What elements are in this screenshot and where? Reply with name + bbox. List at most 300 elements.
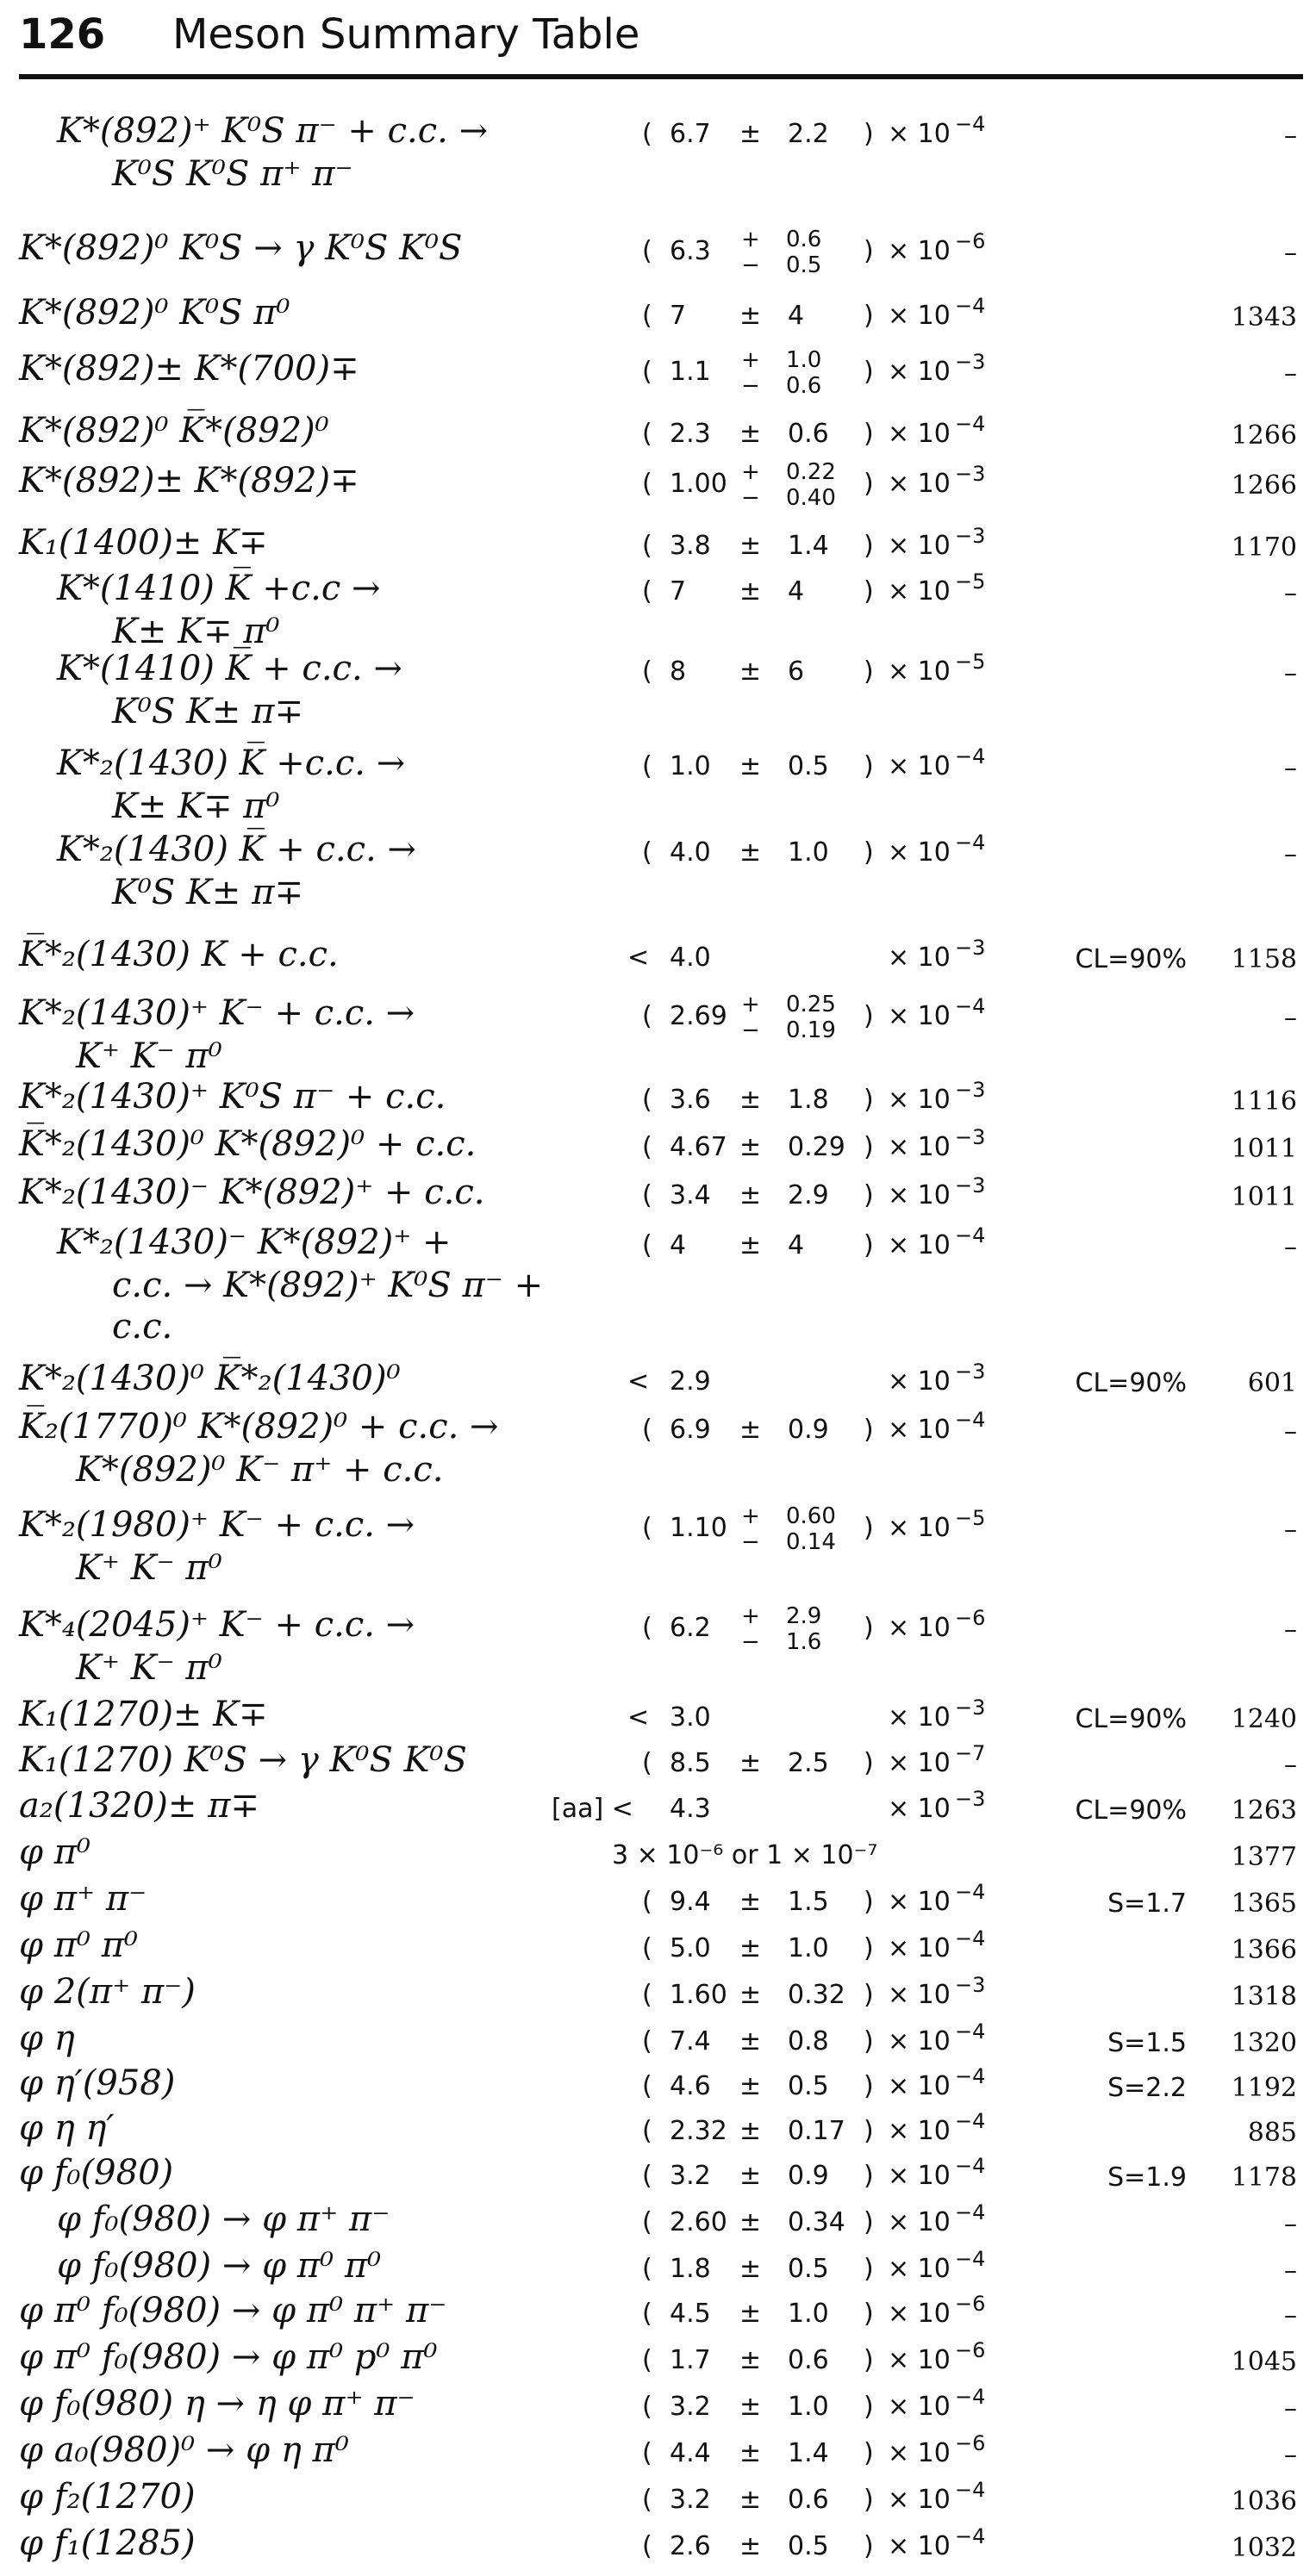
fraction-error: 1.0 bbox=[788, 1933, 829, 1963]
plus-minus: ± bbox=[739, 1415, 762, 1445]
error-lower: 0.6 bbox=[786, 373, 822, 399]
paren-close: ) bbox=[864, 1980, 874, 2010]
fraction-error: 1.0 bbox=[788, 837, 829, 868]
scale-or-cl: CL=90% bbox=[1075, 1368, 1187, 1398]
paren-close: ) bbox=[864, 1748, 874, 1778]
table-row bbox=[0, 741, 1316, 826]
power-of-ten: × 10 bbox=[888, 1085, 951, 1115]
power-of-ten: × 10 bbox=[888, 531, 951, 561]
exponent: −6 bbox=[955, 2338, 986, 2362]
plus-minus: ± bbox=[739, 2161, 762, 2191]
paren-close: ) bbox=[864, 1230, 874, 1260]
paren-open: ( bbox=[642, 1748, 652, 1778]
plus-sign: + bbox=[741, 1503, 760, 1529]
paren-open: ( bbox=[642, 119, 652, 149]
power-of-ten: × 10 bbox=[888, 2438, 951, 2468]
decay-mode: K₁(1270) K⁰S → γ K⁰S K⁰S bbox=[19, 1740, 467, 1780]
exponent: −5 bbox=[955, 569, 986, 594]
exponent: −6 bbox=[955, 2431, 986, 2455]
decay-mode-continuation: K± K∓ π⁰ bbox=[112, 787, 280, 826]
plus-minus: ± bbox=[739, 2254, 762, 2284]
paren-close: ) bbox=[864, 2392, 874, 2422]
fraction-value: 1.1 bbox=[670, 357, 711, 387]
fraction-value: 6.2 bbox=[670, 1613, 711, 1643]
momentum-p: 1011 bbox=[1231, 1134, 1297, 1164]
momentum-p: 1116 bbox=[1231, 1086, 1297, 1117]
plus-minus: ± bbox=[739, 1132, 762, 1162]
table-row bbox=[0, 932, 1316, 982]
table-row bbox=[0, 646, 1316, 731]
paren-open: ( bbox=[642, 837, 652, 868]
plus-minus: ± bbox=[739, 1887, 762, 1917]
exponent: −6 bbox=[955, 1606, 986, 1630]
power-of-ten: × 10 bbox=[888, 469, 951, 499]
paren-open: ( bbox=[642, 1887, 652, 1917]
power-of-ten: × 10 bbox=[888, 576, 951, 607]
fraction-error: 0.5 bbox=[788, 751, 829, 781]
table-row bbox=[0, 1876, 1316, 1926]
table-row bbox=[0, 408, 1316, 458]
decay-mode: φ η bbox=[19, 2019, 75, 2058]
exponent: −3 bbox=[955, 462, 986, 486]
plus-minus: ± bbox=[739, 531, 762, 561]
paren-close: ) bbox=[864, 2438, 874, 2468]
table-row bbox=[0, 2061, 1316, 2111]
fraction-value: 7 bbox=[670, 301, 687, 331]
paren-close: ) bbox=[864, 1085, 874, 1115]
decay-mode: φ π⁰ f₀(980) → φ π⁰ p⁰ π⁰ bbox=[19, 2337, 438, 2377]
fraction-value: 7 bbox=[670, 576, 687, 607]
decay-mode: K̅₂(1770)⁰ K*(892)⁰ + c.c. → bbox=[19, 1407, 499, 1447]
momentum-p: – bbox=[1284, 1232, 1297, 1262]
fraction-value: 5.0 bbox=[670, 1933, 711, 1963]
branching-fraction bbox=[638, 831, 1189, 875]
decay-mode: K*₄(2045)⁺ K⁻ + c.c. → bbox=[19, 1605, 415, 1645]
paren-open: ( bbox=[642, 1132, 652, 1162]
power-of-ten: × 10 bbox=[888, 2026, 951, 2056]
fraction-error: 0.8 bbox=[788, 2026, 829, 2056]
momentum-p: 1365 bbox=[1231, 1888, 1297, 1919]
decay-mode: K*₂(1430)⁰ K̅*₂(1430)⁰ bbox=[19, 1359, 401, 1398]
decay-mode: K*(892)⁰ K⁰S → γ K⁰S K⁰S bbox=[19, 228, 463, 268]
table-row bbox=[0, 2521, 1316, 2571]
momentum-p: – bbox=[1284, 1416, 1297, 1447]
fraction-error: 2.5 bbox=[788, 1748, 829, 1778]
power-of-ten: × 10 bbox=[888, 2485, 951, 2515]
power-of-ten: × 10 bbox=[888, 1366, 951, 1397]
table-row bbox=[0, 1356, 1316, 1406]
plus-minus: ± bbox=[739, 419, 762, 449]
paren-open: ( bbox=[642, 2116, 652, 2146]
decay-mode-continuation: K⁺ K⁻ π⁰ bbox=[76, 1548, 222, 1588]
fraction-value: 3.0 bbox=[670, 1702, 711, 1733]
power-of-ten: × 10 bbox=[888, 301, 951, 331]
momentum-p: 1192 bbox=[1231, 2073, 1297, 2103]
scale-or-cl: S=1.5 bbox=[1107, 2028, 1187, 2058]
decay-mode-continuation: K⁰S K± π∓ bbox=[112, 873, 303, 912]
power-of-ten: × 10 bbox=[888, 2207, 951, 2237]
decay-mode: K₁(1270)± K∓ bbox=[19, 1695, 268, 1734]
paren-close: ) bbox=[864, 751, 874, 781]
branching-fraction bbox=[638, 2524, 1189, 2569]
scale-or-cl: S=2.2 bbox=[1107, 2073, 1187, 2103]
fraction-error: 1.4 bbox=[788, 531, 829, 561]
plus-minus: ± bbox=[739, 656, 762, 687]
paren-open: ( bbox=[642, 2392, 652, 2422]
exponent: −4 bbox=[955, 2109, 986, 2133]
paren-close: ) bbox=[864, 2116, 874, 2146]
fraction-error: 4 bbox=[788, 1230, 805, 1260]
table-row bbox=[0, 109, 1316, 194]
minus-sign: − bbox=[741, 373, 760, 399]
plus-sign: + bbox=[741, 227, 760, 252]
fraction-value: 3.8 bbox=[670, 531, 711, 561]
paren-close: ) bbox=[864, 2254, 874, 2284]
decay-mode-continuation: c.c. → K*(892)⁺ K⁰S π⁻ + bbox=[112, 1266, 544, 1305]
decay-mode: K*₂(1430)⁻ K*(892)⁺ + bbox=[57, 1223, 452, 1262]
power-of-ten: × 10 bbox=[888, 2071, 951, 2101]
decay-mode-continuation: c.c. bbox=[112, 1307, 173, 1347]
plus-minus: ± bbox=[739, 837, 762, 868]
branching-fraction bbox=[638, 112, 1189, 157]
exponent: −4 bbox=[955, 994, 986, 1018]
fraction-special: 3 × 10⁻⁶ or 1 × 10⁻⁷ bbox=[612, 1840, 878, 1870]
momentum-p: 1263 bbox=[1231, 1795, 1297, 1826]
table-row bbox=[0, 2474, 1316, 2524]
fraction-error: 0.5 bbox=[788, 2254, 829, 2284]
decay-mode: φ a₀(980)⁰ → φ η π⁰ bbox=[19, 2430, 349, 2470]
minus-sign: − bbox=[741, 252, 760, 278]
power-of-ten: × 10 bbox=[888, 2392, 951, 2422]
momentum-p: – bbox=[1284, 1515, 1297, 1545]
fraction-error: 4 bbox=[788, 576, 805, 607]
decay-mode: K*(892)⁺ K⁰S π⁻ + c.c. → bbox=[57, 111, 489, 151]
plus-minus: ± bbox=[739, 2299, 762, 2329]
decay-mode: K̅*₂(1430)⁰ K*(892)⁰ + c.c. bbox=[19, 1124, 477, 1164]
power-of-ten: × 10 bbox=[888, 357, 951, 387]
momentum-p: – bbox=[1284, 238, 1297, 268]
fraction-error: 0.17 bbox=[788, 2116, 845, 2146]
fraction-error: 1.0 bbox=[788, 2392, 829, 2422]
power-of-ten: × 10 bbox=[888, 1980, 951, 2010]
table-row bbox=[0, 2106, 1316, 2156]
power-of-ten: × 10 bbox=[888, 837, 951, 868]
paren-open: ( bbox=[642, 2299, 652, 2329]
paren-close: ) bbox=[864, 236, 874, 266]
minus-sign: − bbox=[741, 485, 760, 511]
momentum-p: 885 bbox=[1247, 2118, 1297, 2148]
paren-close: ) bbox=[864, 837, 874, 868]
branching-fraction bbox=[638, 1741, 1189, 1786]
momentum-p: – bbox=[1284, 2440, 1297, 2470]
paren-open: ( bbox=[642, 301, 652, 331]
exponent: −4 bbox=[955, 744, 986, 768]
decay-mode: φ π⁰ f₀(980) → φ π⁰ π⁺ π⁻ bbox=[19, 2291, 447, 2330]
decay-mode: K*(892)⁰ K⁰S π⁰ bbox=[19, 293, 290, 333]
fraction-value: 4 bbox=[670, 1230, 687, 1260]
exponent: −4 bbox=[955, 1880, 986, 1904]
branching-fraction bbox=[638, 2292, 1189, 2336]
fraction-value: 2.69 bbox=[670, 1001, 727, 1031]
paren-close: ) bbox=[864, 2531, 874, 2561]
decay-mode-continuation: K⁰S K± π∓ bbox=[112, 692, 303, 731]
branching-fraction bbox=[638, 1173, 1189, 1218]
exponent: −4 bbox=[955, 1926, 986, 1951]
plus-minus: ± bbox=[739, 1980, 762, 2010]
fraction-value: 9.4 bbox=[670, 1887, 711, 1917]
fraction-value: 8 bbox=[670, 656, 687, 687]
table-row bbox=[0, 1783, 1316, 1833]
table-row bbox=[0, 2288, 1316, 2338]
momentum-p: – bbox=[1284, 578, 1297, 608]
paren-close: ) bbox=[864, 2299, 874, 2329]
decay-mode: K*₂(1430)⁺ K⁰S π⁻ + c.c. bbox=[19, 1077, 446, 1117]
minus-sign: − bbox=[741, 1529, 760, 1555]
plus-minus: ± bbox=[739, 2116, 762, 2146]
fraction-error: 1.5 bbox=[788, 1887, 829, 1917]
decay-mode: K*(1410) K̅ + c.c. → bbox=[57, 649, 402, 688]
branching-fraction bbox=[638, 744, 1189, 789]
fraction-error: 2.9 bbox=[788, 1180, 829, 1210]
momentum-p: 1320 bbox=[1231, 2028, 1297, 2058]
error-lower: 0.5 bbox=[786, 252, 822, 278]
paren-open: ( bbox=[642, 2071, 652, 2101]
exponent: −6 bbox=[955, 229, 986, 253]
plus-minus: ± bbox=[739, 2345, 762, 2375]
decay-mode: K*(892)± K*(892)∓ bbox=[19, 461, 359, 501]
power-of-ten: × 10 bbox=[888, 419, 951, 449]
exponent: −3 bbox=[955, 1173, 986, 1198]
plus-minus: ± bbox=[739, 2531, 762, 2561]
paren-open: ( bbox=[642, 751, 652, 781]
plus-minus: ± bbox=[739, 1180, 762, 1210]
fraction-value: 2.9 bbox=[670, 1366, 711, 1397]
paren-open: ( bbox=[642, 2485, 652, 2515]
decay-mode-continuation: K± K∓ π⁰ bbox=[112, 612, 280, 651]
branching-fraction bbox=[638, 347, 1189, 399]
exponent: −7 bbox=[955, 1741, 986, 1765]
exponent: −4 bbox=[955, 294, 986, 318]
power-of-ten: × 10 bbox=[888, 943, 951, 973]
decay-mode-continuation: K⁺ K⁻ π⁰ bbox=[76, 1036, 222, 1076]
table-row bbox=[0, 1404, 1316, 1490]
exponent: −4 bbox=[955, 2200, 986, 2224]
paren-open: ( bbox=[642, 1613, 652, 1643]
branching-fraction bbox=[638, 1503, 1189, 1555]
fraction-error: 2.2 bbox=[788, 119, 829, 149]
power-of-ten: × 10 bbox=[888, 2299, 951, 2329]
paren-close: ) bbox=[864, 469, 874, 499]
fraction-value: 4.67 bbox=[670, 1132, 727, 1162]
momentum-p: 1178 bbox=[1231, 2162, 1297, 2193]
momentum-p: – bbox=[1284, 753, 1297, 783]
paren-open: ( bbox=[642, 1980, 652, 2010]
exponent: −3 bbox=[955, 1696, 986, 1720]
paren-open: ( bbox=[642, 1001, 652, 1031]
exponent: −4 bbox=[955, 2385, 986, 2409]
table-row bbox=[0, 1923, 1316, 1973]
power-of-ten: × 10 bbox=[888, 119, 951, 149]
fraction-value: 7.4 bbox=[670, 2026, 711, 2056]
power-of-ten: × 10 bbox=[888, 2116, 951, 2146]
momentum-p: 1032 bbox=[1231, 2533, 1297, 2563]
error-upper: 0.22 bbox=[786, 459, 836, 485]
paren-open: ( bbox=[642, 2438, 652, 2468]
decay-mode: φ f₁(1285) bbox=[19, 2523, 196, 2563]
plus-minus: ± bbox=[739, 2438, 762, 2468]
fraction-value: 1.8 bbox=[670, 2254, 711, 2284]
decay-mode: K̅*₂(1430) K + c.c. bbox=[19, 935, 339, 974]
momentum-p: 1266 bbox=[1231, 470, 1297, 501]
plus-minus: ± bbox=[739, 2026, 762, 2056]
paren-close: ) bbox=[864, 301, 874, 331]
table-row bbox=[0, 827, 1316, 912]
momentum-p: – bbox=[1284, 658, 1297, 688]
table-row bbox=[0, 520, 1316, 570]
fraction-error: 0.9 bbox=[788, 1415, 829, 1445]
momentum-p: 1266 bbox=[1231, 420, 1297, 451]
decay-mode: K*₂(1980)⁺ K⁻ + c.c. → bbox=[19, 1505, 415, 1545]
branching-fraction bbox=[638, 1125, 1189, 1170]
decay-mode: φ η η′ bbox=[19, 2108, 115, 2148]
fraction-value: 6.3 bbox=[670, 236, 711, 266]
power-of-ten: × 10 bbox=[888, 1887, 951, 1917]
fraction-qualifier: [aa] < bbox=[552, 1794, 633, 1824]
momentum-p: – bbox=[1284, 2209, 1297, 2239]
momentum-p: – bbox=[1284, 1003, 1297, 1033]
momentum-p: – bbox=[1284, 2256, 1297, 2286]
power-of-ten: × 10 bbox=[888, 1748, 951, 1778]
decay-mode: K*₂(1430)⁻ K*(892)⁺ + c.c. bbox=[19, 1173, 485, 1212]
table-row bbox=[0, 1220, 1316, 1347]
paren-close: ) bbox=[864, 1001, 874, 1031]
decay-mode: φ 2(π⁺ π⁻) bbox=[19, 1972, 196, 2012]
power-of-ten: × 10 bbox=[888, 1230, 951, 1260]
paren-close: ) bbox=[864, 1933, 874, 1963]
branching-fraction bbox=[638, 1078, 1189, 1123]
decay-mode: φ f₀(980) → φ π⁺ π⁻ bbox=[57, 2200, 390, 2239]
plus-sign: + bbox=[741, 1603, 760, 1629]
plus-minus: ± bbox=[739, 576, 762, 607]
exponent: −4 bbox=[955, 1408, 986, 1432]
scale-or-cl: S=1.9 bbox=[1107, 2162, 1187, 2193]
table-row bbox=[0, 1170, 1316, 1220]
fraction-value: 4.5 bbox=[670, 2299, 711, 2329]
decay-mode-continuation: K⁰S K⁰S π⁺ π⁻ bbox=[112, 154, 353, 194]
momentum-p: 1045 bbox=[1231, 2347, 1297, 2377]
power-of-ten: × 10 bbox=[888, 751, 951, 781]
paren-close: ) bbox=[864, 656, 874, 687]
exponent: −4 bbox=[955, 2524, 986, 2548]
decay-mode: K*₂(1430)⁺ K⁻ + c.c. → bbox=[19, 993, 415, 1033]
exponent: −3 bbox=[955, 936, 986, 960]
branching-fraction bbox=[638, 569, 1189, 614]
branching-fraction bbox=[638, 2200, 1189, 2245]
fraction-value: 6.7 bbox=[670, 119, 711, 149]
minus-sign: − bbox=[741, 1629, 760, 1655]
exponent: −4 bbox=[955, 2154, 986, 2178]
paren-close: ) bbox=[864, 2345, 874, 2375]
momentum-p: 1170 bbox=[1231, 532, 1297, 563]
table-row bbox=[0, 566, 1316, 651]
table-row bbox=[0, 2016, 1316, 2066]
branching-fraction bbox=[638, 1926, 1189, 1971]
fraction-qualifier: < bbox=[627, 943, 650, 973]
exponent: −3 bbox=[955, 1078, 986, 1102]
branching-fraction bbox=[638, 650, 1189, 694]
fraction-error: 0.9 bbox=[788, 2161, 829, 2191]
exponent: −4 bbox=[955, 112, 986, 136]
error-lower: 0.14 bbox=[786, 1529, 836, 1555]
momentum-p: – bbox=[1284, 839, 1297, 869]
paren-open: ( bbox=[642, 2161, 652, 2191]
fraction-error: 0.34 bbox=[788, 2207, 845, 2237]
power-of-ten: × 10 bbox=[888, 1513, 951, 1543]
paren-open: ( bbox=[642, 1230, 652, 1260]
plus-sign: + bbox=[741, 459, 760, 485]
decay-mode: φ f₀(980) → φ π⁰ π⁰ bbox=[57, 2246, 382, 2286]
table-row bbox=[0, 1738, 1316, 1788]
error-lower: 0.40 bbox=[786, 485, 836, 511]
decay-mode: φ f₀(980) bbox=[19, 2153, 174, 2193]
paren-open: ( bbox=[642, 2207, 652, 2237]
exponent: −4 bbox=[955, 2247, 986, 2271]
table-row bbox=[0, 2381, 1316, 2431]
minus-sign: − bbox=[741, 1017, 760, 1043]
power-of-ten: × 10 bbox=[888, 656, 951, 687]
error-upper: 1.0 bbox=[786, 347, 822, 373]
decay-mode: a₂(1320)± π∓ bbox=[19, 1786, 259, 1826]
power-of-ten: × 10 bbox=[888, 2531, 951, 2561]
exponent: −4 bbox=[955, 2478, 986, 2502]
decay-mode-continuation: K⁺ K⁻ π⁰ bbox=[76, 1648, 222, 1688]
momentum-p: – bbox=[1284, 2300, 1297, 2330]
paren-open: ( bbox=[642, 1180, 652, 1210]
exponent: −4 bbox=[955, 1223, 986, 1248]
exponent: −4 bbox=[955, 412, 986, 436]
plus-minus: ± bbox=[739, 2392, 762, 2422]
table-row bbox=[0, 1969, 1316, 2019]
paren-open: ( bbox=[642, 236, 652, 266]
fraction-qualifier: < bbox=[627, 1702, 650, 1733]
error-lower: 0.19 bbox=[786, 1017, 836, 1043]
branching-fraction bbox=[638, 1408, 1189, 1453]
paren-open: ( bbox=[642, 1085, 652, 1115]
decay-mode: K₁(1400)± K∓ bbox=[19, 523, 268, 563]
paren-open: ( bbox=[642, 576, 652, 607]
scale-or-cl: CL=90% bbox=[1075, 1704, 1187, 1734]
branching-fraction bbox=[612, 1837, 1189, 1878]
paren-close: ) bbox=[864, 1513, 874, 1543]
table-row bbox=[0, 1503, 1316, 1588]
table-row bbox=[0, 346, 1316, 399]
branching-fraction bbox=[638, 459, 1189, 511]
fraction-error: 0.5 bbox=[788, 2531, 829, 2561]
fraction-error: 4 bbox=[788, 301, 805, 331]
table-row bbox=[0, 1692, 1316, 1742]
fraction-error: 0.6 bbox=[788, 419, 829, 449]
exponent: −3 bbox=[955, 1125, 986, 1149]
header-rule bbox=[19, 74, 1303, 79]
paren-open: ( bbox=[642, 1933, 652, 1963]
paren-close: ) bbox=[864, 2161, 874, 2191]
fraction-value: 4.0 bbox=[670, 943, 711, 973]
branching-fraction bbox=[638, 412, 1189, 457]
table-row bbox=[0, 2335, 1316, 2385]
page-header bbox=[0, 0, 1303, 83]
branching-fraction bbox=[638, 2385, 1189, 2430]
paren-close: ) bbox=[864, 419, 874, 449]
